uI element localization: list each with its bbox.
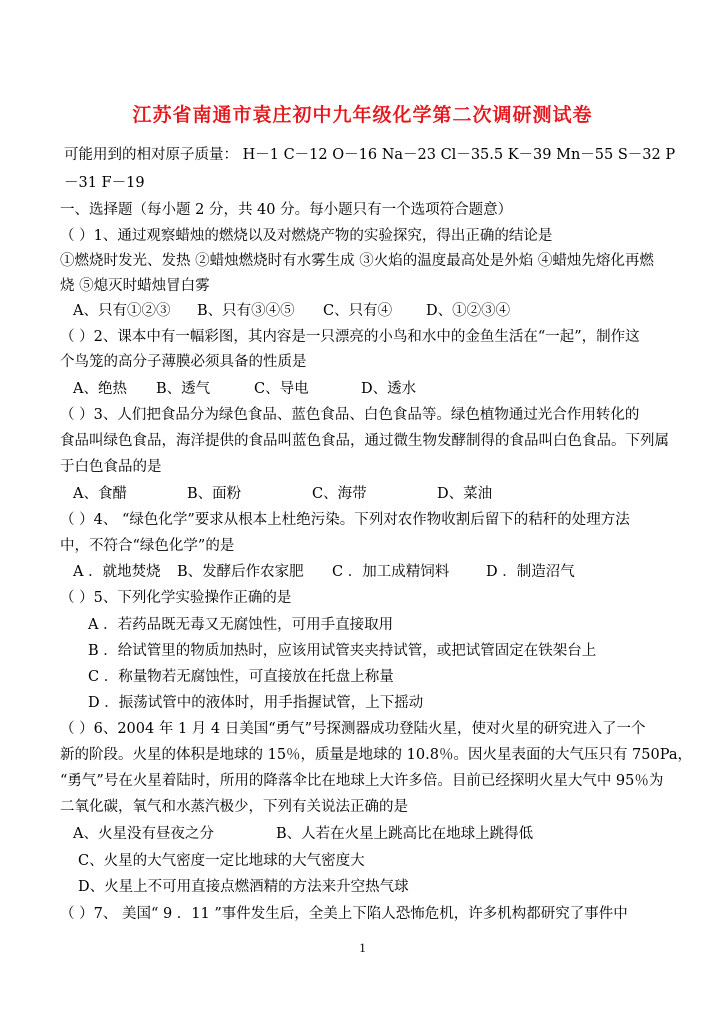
- q3-option-a: A、食醋: [73, 486, 127, 502]
- q1-option-d: D、①②③④: [426, 303, 511, 319]
- q4-option-b: B、发酵后作农家肥: [177, 564, 304, 580]
- q2-option-c: C、导电: [254, 381, 309, 397]
- q4-stem-2: 中，不符合“绿色化学”的是: [60, 538, 235, 554]
- q1-option-b: B、只有③④⑤: [197, 303, 295, 319]
- atomic-mass-line-2: －31 F－19: [64, 175, 145, 191]
- q4-options: [73, 564, 667, 581]
- q3-stem-2: 食品叫绿色食品，海洋提供的食品叫蓝色食品，通过微生物发酵制得的食品叫白色食品。下列属: [60, 433, 669, 449]
- q1-facts-1: ①燃烧时发光、发热 ②蜡烛燃烧时有水雾生成 ③火焰的温度最高处是外焰 ④蜡烛先熔化再燃: [60, 253, 654, 269]
- q4-option-a: A ．就地焚烧: [73, 564, 161, 580]
- q5-stem: （ ）5、下列化学实验操作正确的是: [60, 590, 292, 606]
- q4-stem-1: （ ）4、 “绿色化学”要求从根本上杜绝污染。下列对农作物收割后留下的秸秆的处理方法: [60, 512, 630, 528]
- atomic-mass-line-1: 可能用到的相对原子质量： H－1 C－12 O－16 Na－23 Cl－35.5 K－39 Mn－55 S－32 P: [64, 147, 676, 163]
- q1-options: [73, 303, 667, 320]
- q5-option-d: D ．振荡试管中的液体时，用手指握试管，上下摇动: [88, 695, 424, 711]
- q5-option-c: C ．称量物若无腐蚀性，可直接放在托盘上称量: [88, 669, 394, 685]
- q6-stem-2: 新的阶段。火星的体积是地球的 15％，质量是地球的 10.8％。因火星表面的大气压只有 750Pa，: [60, 747, 692, 763]
- q2-options: [73, 381, 667, 398]
- q3-option-b: B、面粉: [187, 486, 242, 502]
- q1-option-a: A、只有①②③: [73, 303, 171, 319]
- q6-option-c: C、火星的大气密度一定比地球的大气密度大: [78, 853, 365, 869]
- q1-stem: （ ）1、通过观察蜡烛的燃烧以及对燃烧产物的实验探究，得出正确的结论是: [60, 228, 553, 244]
- q2-option-b: B、透气: [156, 381, 211, 397]
- q4-option-d: D ．制造沼气: [486, 564, 575, 580]
- q4-option-c: C ．加工成精饲料: [332, 564, 450, 580]
- page-title: 江苏省南通市袁庄初中九年级化学第二次调研测试卷: [132, 104, 593, 126]
- q6-option-a: A、火星没有昼夜之分: [73, 826, 214, 842]
- q2-stem-2: 个鸟笼的高分子薄膜必须具备的性质是: [60, 354, 307, 370]
- q5-option-b: B ．给试管里的物质加热时，应该用试管夹夹持试管，或把试管固定在铁架台上: [88, 643, 597, 659]
- q1-facts-2: 烧 ⑤熄灭时蜡烛冒白雾: [60, 278, 210, 294]
- q6-options-ab: [73, 826, 667, 843]
- q5-option-a: A ．若药品既无毒又无腐蚀性，可用手直接取用: [88, 617, 394, 633]
- q6-stem-3: “勇气”号在火星着陆时，所用的降落伞比在地球上大许多倍。目前已经探明火星大气中 95％为: [60, 773, 664, 789]
- page-number: 1: [359, 940, 366, 955]
- q3-option-d: D、菜油: [437, 486, 493, 502]
- q2-option-a: A、绝热: [73, 381, 127, 397]
- q6-stem-4: 二氧化碳，氧气和水蒸汽极少，下列有关说法正确的是: [60, 799, 408, 815]
- q6-stem-1: （ ）6、2004 年 1 月 4 日美国“勇气”号探测器成功登陆火星，使对火星的研究进入了一个: [60, 721, 646, 737]
- q2-stem-1: （ ）2、课本中有一幅彩图，其内容是一只漂亮的小鸟和水中的金鱼生活在“一起”，制作这: [60, 329, 640, 345]
- q3-stem-1: （ ）3、人们把食品分为绿色食品、蓝色食品、白色食品等。绿色植物通过光合作用转化的: [60, 407, 640, 423]
- q6-option-d: D、火星上不可用直接点燃酒精的方法来升空热气球: [78, 879, 409, 895]
- q2-option-d: D、透水: [361, 381, 417, 397]
- q3-stem-3: 于白色食品的是: [60, 459, 162, 475]
- q6-option-b: B、人若在火星上跳高比在地球上跳得低: [276, 826, 534, 842]
- q1-option-c: C、只有④: [323, 303, 393, 319]
- q7-stem-1: （ ）7、 美国“ 9 ．11 ”事件发生后，全美上下陷人恐怖危机，许多机构都研究了事件中: [60, 906, 628, 922]
- q3-option-c: C、海带: [312, 486, 367, 502]
- q3-options: [73, 486, 667, 503]
- section-heading: 一、选择题（每小题 2 分，共 40 分。每小题只有一个选项符合题意）: [60, 202, 513, 218]
